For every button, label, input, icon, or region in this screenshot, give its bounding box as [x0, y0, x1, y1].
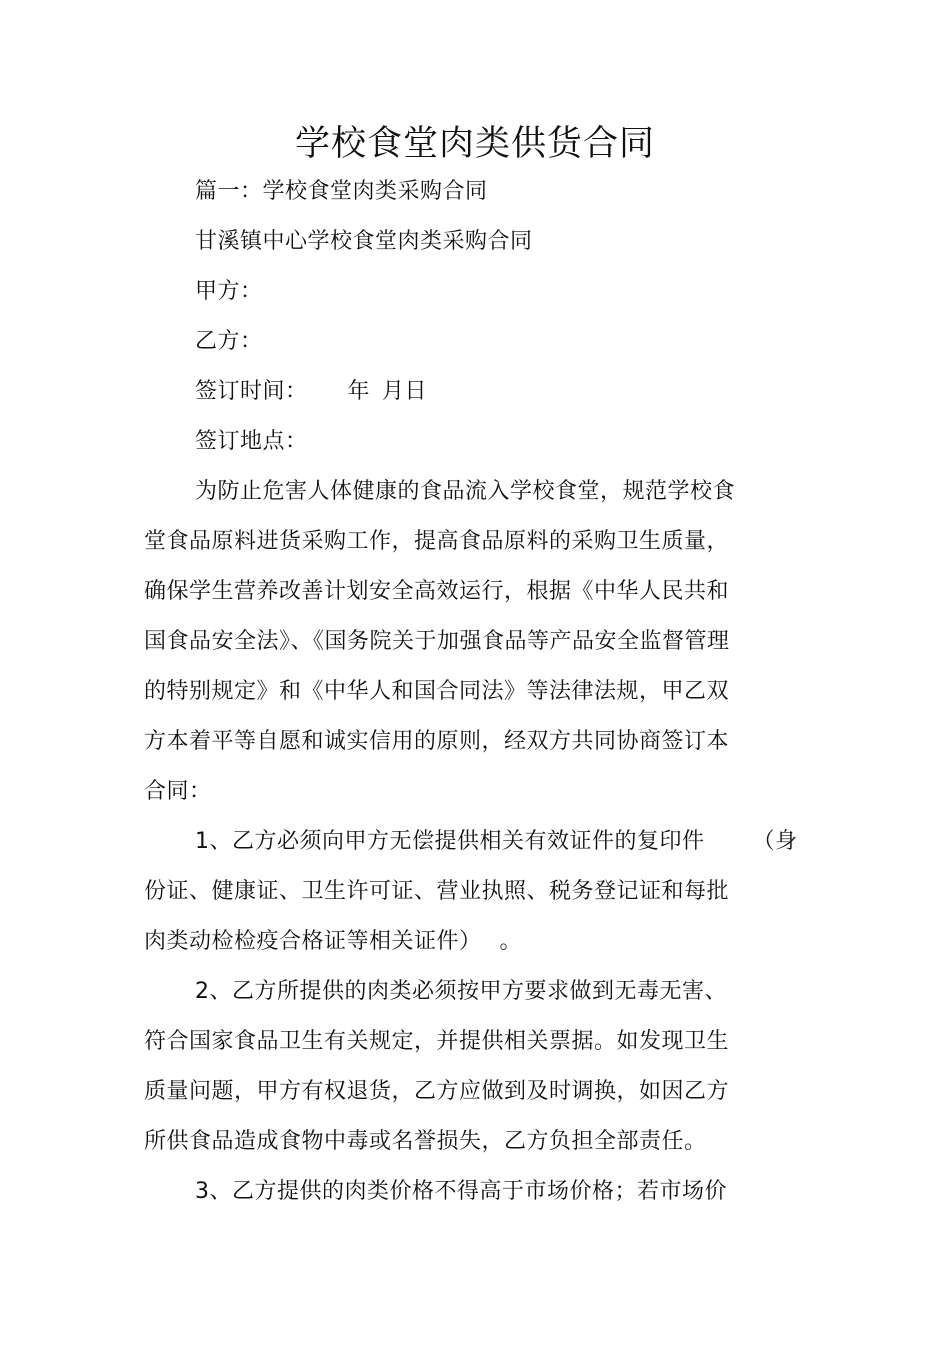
intro-line: 确保学生营养改善计划安全高效运行，根据《中华人民共和 — [144, 579, 730, 604]
party-a-label: 甲方： — [195, 279, 263, 304]
intro-line: 国食品安全法》、《国务院关于加强食品等产品安全监督管理 — [144, 629, 730, 654]
subtitle: 篇一：学校食堂肉类采购合同 — [195, 179, 488, 204]
intro-line: 方本着平等自愿和诚实信用的原则，经双方共同协商签订本 — [144, 729, 730, 754]
clause-1-line3-main: 肉类动检检疫合格证等相关证件） — [144, 929, 482, 954]
sign-time-line — [195, 375, 427, 409]
clause-2-line: 质量问题，甲方有权退货，乙方应做到及时调换，如因乙方 — [144, 1079, 730, 1104]
clause-2-line: 所供食品造成食物中毒或名誉损失，乙方负担全部责任。 — [144, 1129, 707, 1154]
sign-time-label: 签订时间： — [195, 379, 308, 404]
clause-1-tail: （身 — [752, 829, 798, 854]
clause-1-line — [144, 925, 522, 959]
sign-place-label: 签订地点： — [195, 429, 308, 454]
sign-time-year: 年 — [347, 379, 371, 404]
clause-2-line: 符合国家食品卫生有关规定，并提供相关票据。如发现卫生 — [144, 1029, 730, 1054]
clause-1-line: 份证、健康证、卫生许可证、营业执照、税务登记证和每批 — [144, 879, 730, 904]
clause-1-line3-tail: 。 — [499, 929, 523, 954]
clause-1-line — [195, 825, 798, 859]
intro-line: 的特别规定》和《中华人和国合同法》等法律法规，甲乙双 — [144, 679, 730, 704]
intro-line: 为防止危害人体健康的食品流入学校食堂，规范学校食 — [195, 479, 736, 504]
clause-1-main: 1、乙方必须向甲方无偿提供相关有效证件的复印件 — [195, 829, 705, 854]
clause-2-line: 2、乙方所提供的肉类必须按甲方要求做到无毒无害、 — [195, 979, 727, 1004]
intro-line: 合同： — [144, 779, 212, 804]
party-b-label: 乙方： — [195, 329, 263, 354]
intro-line: 堂食品原料进货采购工作，提高食品原料的采购卫生质量， — [144, 529, 730, 554]
contract-name: 甘溪镇中心学校食堂肉类采购合同 — [195, 229, 533, 254]
document-title: 学校食堂肉类供货合同 — [294, 124, 655, 164]
sign-time-month-day: 月日 — [382, 379, 428, 404]
clause-3-line: 3、乙方提供的肉类价格不得高于市场价格；若市场价 — [195, 1179, 727, 1204]
